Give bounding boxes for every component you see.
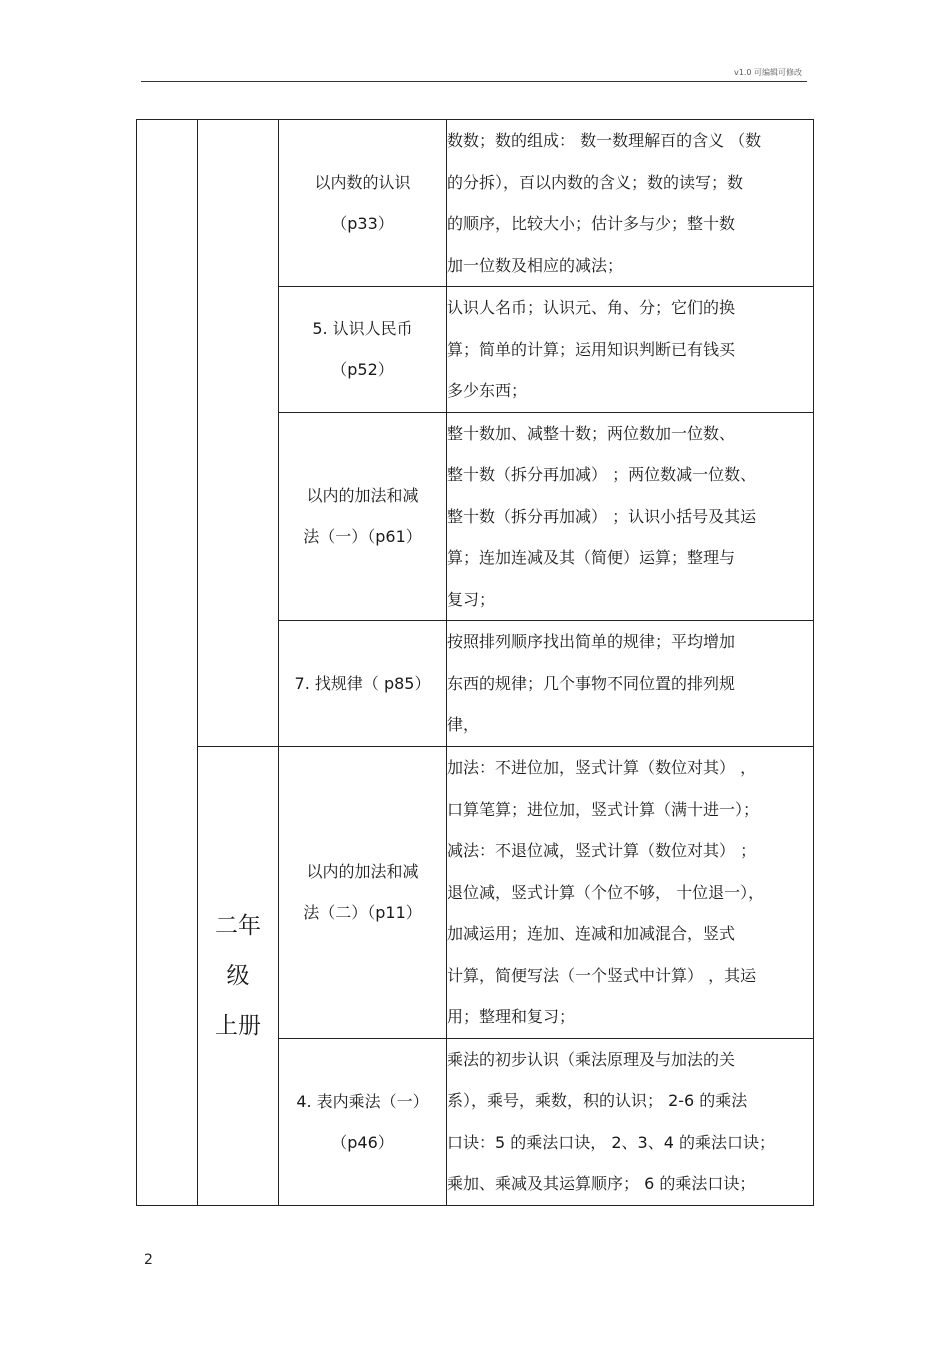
topic-line: 以内数的认识 [314,173,411,192]
outer-blank-cell [137,120,198,1206]
content-line: 整十数（拆分再加减） ；认识小括号及其运 [447,506,757,526]
topic-line: 以内的加法和减 [306,486,419,506]
grade-label-line: 二年 [215,912,261,939]
content-line: 加一位数及相应的减法； [447,255,624,275]
table-row [137,747,814,1039]
content-line: 乘加、乘减及其运算顺序； 6 的乘法口诀； [447,1174,756,1193]
topic-line: （p46） [331,1132,394,1152]
content-line: 乘法的初步认识（乘法原理及与加法的关 [447,1049,736,1069]
content-line: 加法：不进位加，竖式计算（数位对其） ， [447,758,757,777]
grade-label-line: 级 [226,962,250,989]
content-line: 减法：不退位减，竖式计算（数位对其） ； [447,841,757,860]
topic-line: 7. 找规律（ p85） [294,674,431,693]
content-line: 算；连加连减及其（简便）运算；整理与 [447,548,736,567]
content-line: 用；整理和复习； [447,1007,576,1026]
page-number: 2 [144,1252,153,1268]
content-line: 多少东西； [447,381,528,400]
content-line: 系），乘号，乘数，积的认识； 2-6 的乘法 [447,1091,748,1110]
content-cell [447,287,814,413]
content-line: 律， [447,715,480,735]
content-line: 加减运用；连加、连减和加减混合，竖式 [447,924,736,943]
content-line: 整十数（拆分再加减） ；两位数减一位数、 [447,465,757,484]
topic-cell [279,621,447,747]
content-line: 认识人名币；认识元、角、分；它们的换 [447,298,736,317]
content-line: 计算，简便写法（一个竖式中计算） ，其运 [447,965,757,985]
content-cell [447,412,814,621]
topic-cell [279,412,447,621]
content-line: 口诀：5 的乘法口诀， 2、3、4 的乘法口诀； [447,1132,775,1152]
content-line: 退位减，竖式计算（个位不够， 十位退一）， [447,882,765,902]
table-row [137,120,814,287]
content-line: 算；简单的计算；运用知识判断已有钱买 [447,339,736,359]
grade-cell [198,747,279,1206]
content-line: 整十数加、减整十数；两位数加一位数、 [447,423,736,443]
topic-cell [279,747,447,1039]
content-line: 数数；数的组成： 数一数理解百的含义 （数 [447,131,762,150]
content-cell [447,1038,814,1205]
content-line: 东西的规律；几个事物不同位置的排列规 [447,673,736,693]
header-version-text: v1.0 可编辑可修改 [734,68,802,77]
content-line: 复习； [447,589,496,609]
content-line: 的顺序，比较大小；估计多与少；整十数 [447,214,736,233]
topic-cell [279,120,447,287]
content-cell [447,747,814,1039]
content-line: 的分拆），百以内数的含义；数的读写；数 [447,172,744,192]
topic-cell [279,1038,447,1205]
topic-line: 4. 表内乘法（一） [296,1091,429,1111]
grade-label-line: 上册 [215,1012,261,1039]
curriculum-table [136,119,814,1206]
content-line: 按照排列顺序找出简单的规律；平均增加 [447,632,736,652]
topic-line: 5. 认识人民币 [312,319,413,339]
topic-line: （p33） [331,214,394,233]
topic-line: （p52） [331,360,394,380]
content-cell [447,120,814,287]
header-divider [141,81,807,82]
topic-line: 以内的加法和减 [306,862,419,882]
topic-line: 法（一）（p61） [303,527,422,547]
topic-line: 法（二）（p11） [303,903,422,923]
content-line: 口算笔算；进位加，竖式计算（满十进一）； [447,799,760,819]
topic-cell [279,287,447,413]
content-cell [447,621,814,747]
grade-cell-previous [198,120,279,747]
